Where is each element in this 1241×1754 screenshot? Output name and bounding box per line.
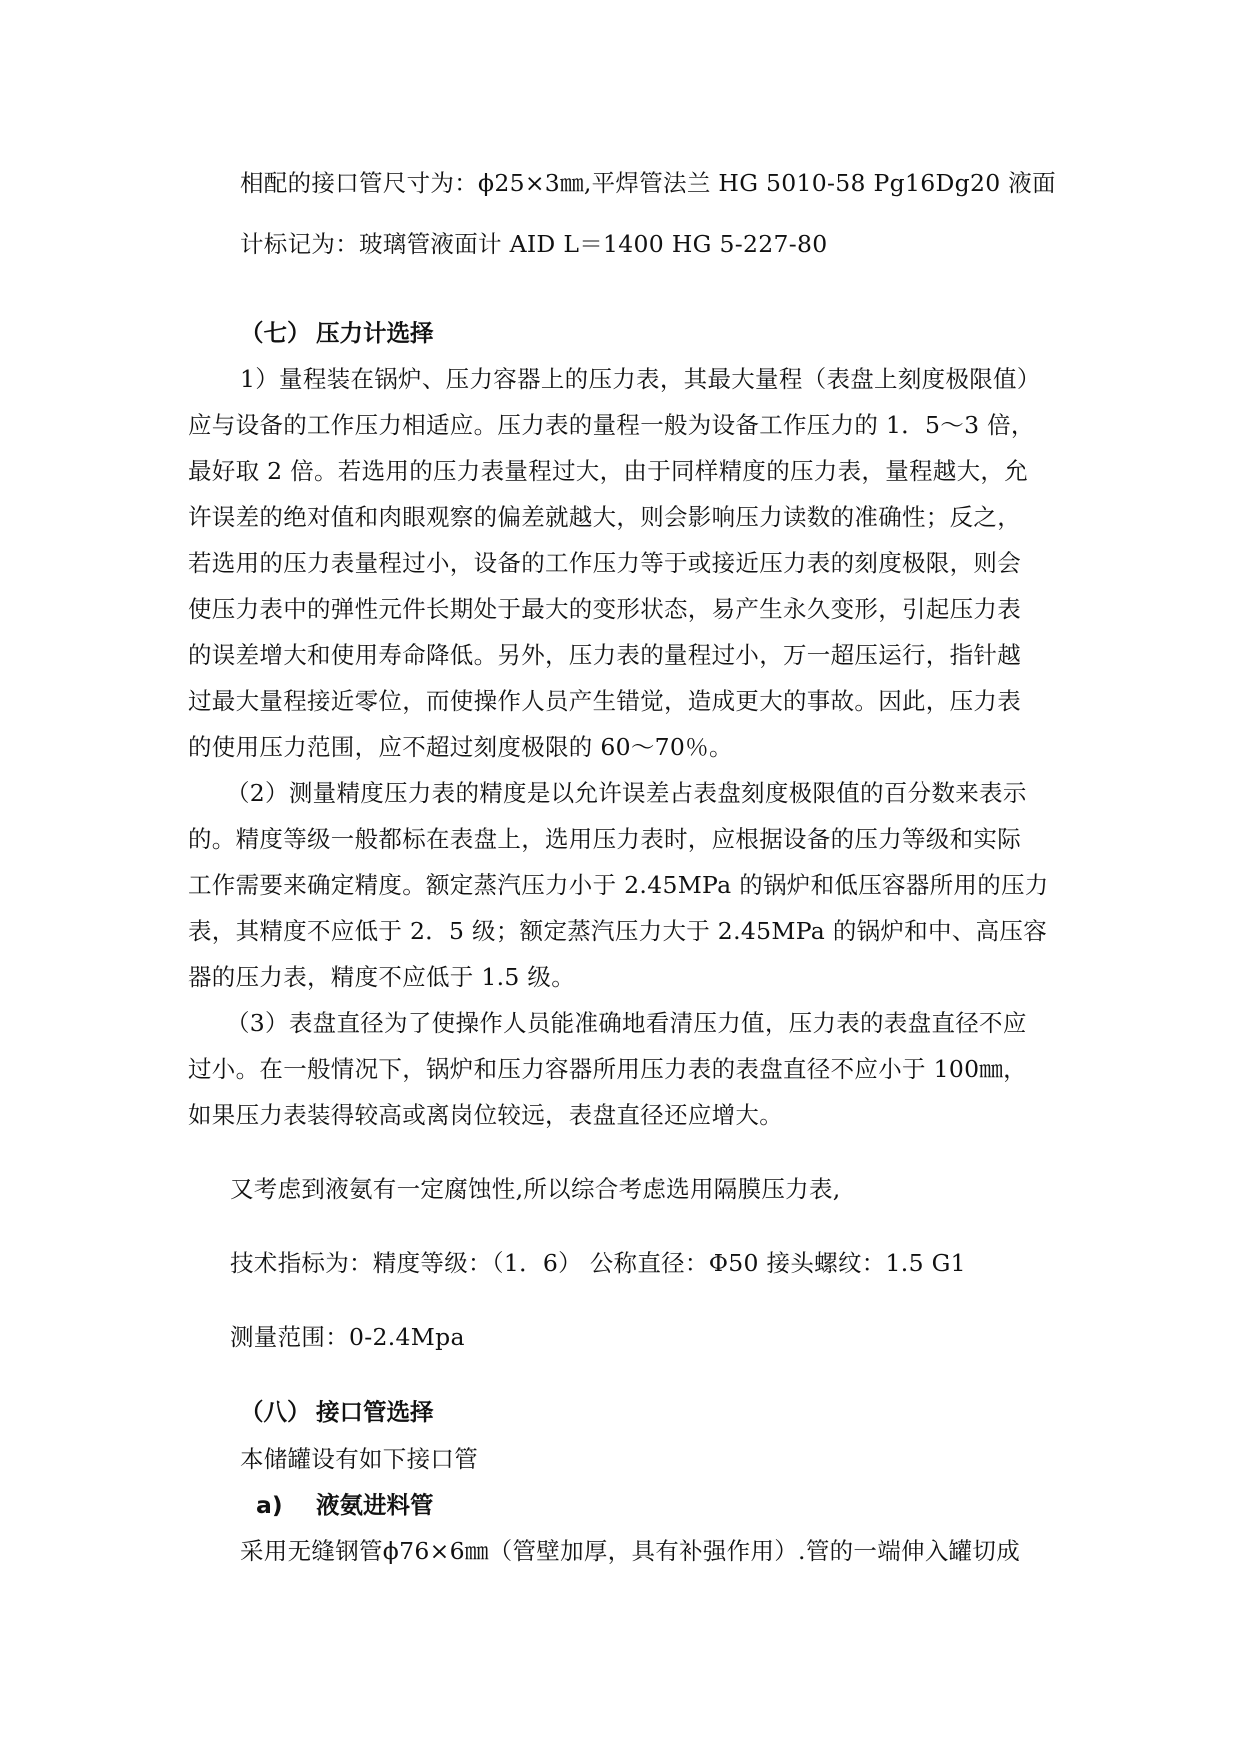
pressure-gauge-choice: 又考虑到液氨有一定腐蚀性,所以综合考虑选用隔膜压力表, <box>230 1175 841 1203</box>
para1-line: 最好取 2 倍。若选用的压力表量程过大，由于同样精度的压力表，量程越大，允 <box>188 457 1028 485</box>
section-7-heading <box>240 316 434 350</box>
para2-line: 器的压力表，精度不应低于 1.5 级。 <box>188 963 576 991</box>
subsection-a-title: 液氨进料管 <box>316 1491 434 1519</box>
para1-line: 应与设备的工作压力相适应。压力表的量程一般为设备工作压力的 1．5～3 倍， <box>188 411 1035 439</box>
para2-line: 工作需要来确定精度。额定蒸汽压力小于 2.45MPa 的锅炉和低压容器所用的压力 <box>188 871 1049 899</box>
pressure-gauge-range: 测量范围：0-2.4Mpa <box>230 1323 465 1351</box>
para3-line: （3）表盘直径为了使操作人员能准确地看清压力值，压力表的表盘直径不应 <box>226 1009 1027 1037</box>
para3-line: 如果压力表装得较高或离岗位较远，表盘直径还应增大。 <box>188 1101 783 1129</box>
section-8-title: 接口管选择 <box>316 1398 434 1426</box>
section-7-number: （七） <box>240 319 311 347</box>
para1-line: 许误差的绝对值和肉眼观察的偏差就越大，则会影响压力读数的准确性；反之， <box>188 503 1021 531</box>
subsection-a-heading <box>256 1488 434 1522</box>
intro-line-1: 相配的接口管尺寸为：ϕ25×3㎜,平焊管法兰 HG 5010-58 Pg16Dg20 液面 <box>240 169 1056 197</box>
section-8-heading <box>240 1395 434 1429</box>
intro-line-2: 计标记为：玻璃管液面计 AⅠD L＝1400 HG 5-227-80 <box>240 230 828 258</box>
pressure-gauge-specs: 技术指标为：精度等级：（1．6） 公称直径：Φ50 接头螺纹：1.5 G1 <box>230 1249 966 1277</box>
section-8-intro: 本储罐设有如下接口管 <box>240 1445 478 1473</box>
para1-line: 过最大量程接近零位，而使操作人员产生错觉，造成更大的事故。因此，压力表 <box>188 687 1021 715</box>
para2-line: （2）测量精度压力表的精度是以允许误差占表盘刻度极限值的百分数来表示 <box>226 779 1027 807</box>
para2-line: 表，其精度不应低于 2．5 级；额定蒸汽压力大于 2.45MPa 的锅炉和中、高压容 <box>188 917 1048 945</box>
section-8-number: （八） <box>240 1398 311 1426</box>
para1-line: 1）量程装在锅炉、压力容器上的压力表，其最大量程（表盘上刻度极限值） <box>240 365 1041 393</box>
para2-line: 的。精度等级一般都标在表盘上，选用压力表时，应根据设备的压力等级和实际 <box>188 825 1021 853</box>
section-7-title: 压力计选择 <box>316 319 434 347</box>
para1-line: 的误差增大和使用寿命降低。另外，压力表的量程过小，万一超压运行，指针越 <box>188 641 1021 669</box>
para3-line: 过小。在一般情况下，锅炉和压力容器所用压力表的表盘直径不应小于 100㎜， <box>188 1055 1027 1083</box>
subsection-a-label: a) <box>256 1491 283 1519</box>
para1-line: 的使用压力范围，应不超过刻度极限的 60～70％。 <box>188 733 733 761</box>
para1-line: 若选用的压力表量程过小，设备的工作压力等于或接近压力表的刻度极限，则会 <box>188 549 1021 577</box>
subsection-a-text: 采用无缝钢管ϕ76×6㎜（管壁加厚，具有补强作用）.管的一端伸入罐切成 <box>240 1537 1021 1565</box>
para1-line: 使压力表中的弹性元件长期处于最大的变形状态，易产生永久变形，引起压力表 <box>188 595 1021 623</box>
